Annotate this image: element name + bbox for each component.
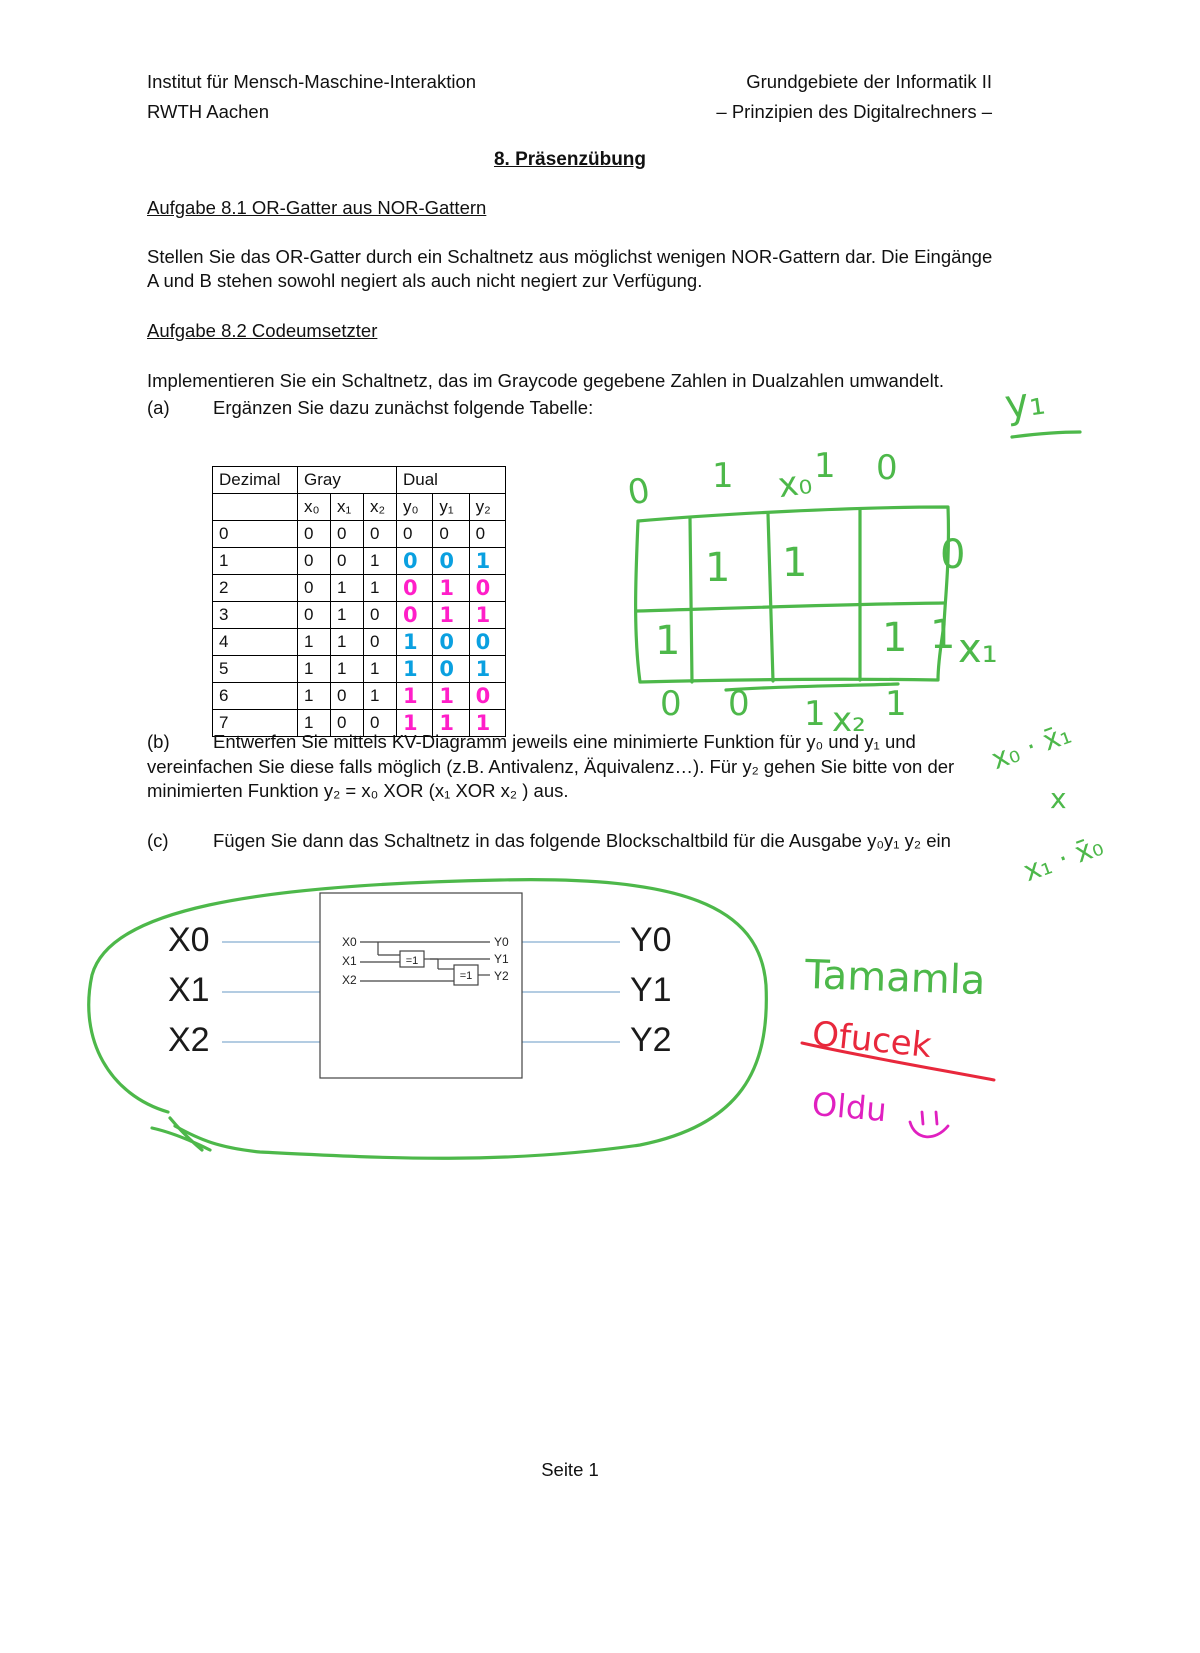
kv-top-label: 1 xyxy=(712,456,734,496)
block-output-label: Y0 xyxy=(630,921,672,959)
table-cell-dual: 0 xyxy=(433,656,469,683)
table-cell-gray: 1 xyxy=(331,575,364,602)
kv-cell: 1 xyxy=(705,545,731,591)
table-cell-dual: 1 xyxy=(397,629,433,656)
task2-intro: Implementieren Sie ein Schaltnetz, das im Graycode gegebene Zahlen in Dualzahlen umwandelt. xyxy=(147,370,944,391)
table-cell-dual: 0 xyxy=(469,629,505,656)
table-cell-gray: 1 xyxy=(364,683,397,710)
kv-top-label: 0 xyxy=(624,470,653,514)
task2-b-line2: vereinfachen Sie diese falls möglich (z.B. Antivalenz, Äquivalenz…). Für y₂ gehen Sie bitte von der xyxy=(147,756,955,777)
kv-top-label: 0 xyxy=(876,448,898,488)
task1-heading: Aufgabe 8.1 OR-Gatter aus NOR-Gattern xyxy=(147,197,487,218)
header-subtitle: – Prinzipien des Digitalrechners – xyxy=(716,101,992,122)
table-cell-gray: 0 xyxy=(331,683,364,710)
task2-b-label: (b) xyxy=(147,731,170,752)
table-cell-decimal: 0 xyxy=(213,521,298,548)
kv-bottom-label: 0 xyxy=(660,684,682,724)
circuit-input-label: X2 xyxy=(342,973,357,987)
table-cell-gray: 0 xyxy=(331,521,364,548)
header-course: Grundgebiete der Informatik II xyxy=(746,71,992,92)
margin-formula-top: x₀ · x̄₁ xyxy=(986,716,1076,777)
table-cell-dual: 0 xyxy=(469,521,505,548)
table-cell-gray: 1 xyxy=(298,629,331,656)
gate-xor-2-label: =1 xyxy=(459,970,473,982)
annotation-pink-word: Oldu xyxy=(810,1084,889,1130)
header-institute: Institut für Mensch-Maschine-Interaktion xyxy=(147,71,477,92)
table-cell-gray: 0 xyxy=(364,602,397,629)
table-cell-gray: 0 xyxy=(364,710,397,737)
kv-cell: 1 xyxy=(930,612,956,658)
table-cell-gray: 1 xyxy=(298,683,331,710)
table-cell-gray: 1 xyxy=(364,548,397,575)
table-cell-dual: 1 xyxy=(433,710,469,737)
page-title: 8. Präsenzübung xyxy=(493,149,647,170)
kv-bottom-label: 1 xyxy=(804,694,826,734)
table-cell-decimal: 5 xyxy=(213,656,298,683)
annotation-crossed-word: Ofucek xyxy=(810,1013,934,1067)
gate-xor-1-label: =1 xyxy=(405,955,419,967)
table-subheader: y₂ xyxy=(469,494,505,521)
task2-b-line3: minimierten Funktion y₂ = x₀ XOR (x₁ XOR x₂ ) aus. xyxy=(147,780,569,801)
table-cell-dual: 1 xyxy=(433,575,469,602)
table-cell-decimal: 7 xyxy=(213,710,298,737)
table-group-header: Gray xyxy=(298,467,397,494)
header-university: RWTH Aachen xyxy=(147,101,270,122)
circuit-output-label: Y1 xyxy=(494,952,509,966)
table-cell-decimal: 2 xyxy=(213,575,298,602)
table-cell-gray: 0 xyxy=(298,548,331,575)
task2-a-text: Ergänzen Sie dazu zunächst folgende Tabelle: xyxy=(213,397,594,418)
margin-formula-bottom: x₁ · x̄₀ xyxy=(1018,828,1108,889)
table-cell-gray: 1 xyxy=(331,656,364,683)
task1-text-line2: A und B stehen sowohl negiert als auch nicht negiert zur Verfügung. xyxy=(147,270,703,291)
table-subheader: y₁ xyxy=(433,494,469,521)
kv-bottom-label: 1 xyxy=(885,684,907,724)
task2-c-text: Fügen Sie dann das Schaltnetz in das folgende Blockschaltbild für die Ausgabe y₀y₁ y₂ ein xyxy=(213,830,951,851)
block-output-label: Y1 xyxy=(630,971,672,1009)
annotation-green-word: Tamamla xyxy=(804,951,987,1005)
table-group-header: Dual xyxy=(397,467,506,494)
table-cell-dual: 1 xyxy=(397,710,433,737)
table-cell-dual: 0 xyxy=(433,548,469,575)
task2-heading: Aufgabe 8.2 Codeumsetzter xyxy=(147,320,378,341)
kv-top-label: x₀ xyxy=(775,461,815,507)
table-cell-gray: 0 xyxy=(331,548,364,575)
table-cell-gray: 1 xyxy=(331,602,364,629)
table-cell-dual: 1 xyxy=(433,602,469,629)
block-input-label: X2 xyxy=(168,1021,210,1059)
table-cell-dual: 0 xyxy=(433,629,469,656)
circuit-input-label: X1 xyxy=(342,954,357,968)
table-cell-decimal: 6 xyxy=(213,683,298,710)
table-cell-dual: 1 xyxy=(397,683,433,710)
circuit-input-label: X0 xyxy=(342,935,357,949)
table-cell-gray: 0 xyxy=(298,575,331,602)
task2-c-label: (c) xyxy=(147,830,169,851)
table-cell-gray: 0 xyxy=(298,602,331,629)
table-cell-dual: 1 xyxy=(469,548,505,575)
table-cell-dual: 1 xyxy=(469,656,505,683)
table-subheader: x₂ xyxy=(364,494,397,521)
task2-a-label: (a) xyxy=(147,397,170,418)
kv-cell: 0 xyxy=(940,532,966,578)
table-cell-gray: 0 xyxy=(298,521,331,548)
table-subheader: x₀ xyxy=(298,494,331,521)
table-cell-gray: 1 xyxy=(298,656,331,683)
kv-bottom-label: 0 xyxy=(728,684,750,724)
block-input-label: X1 xyxy=(168,971,210,1009)
kv-cell: x₁ xyxy=(958,626,998,672)
task1-text-line1: Stellen Sie das OR-Gatter durch ein Schaltnetz aus möglichst wenigen NOR-Gattern dar. Die Eingänge xyxy=(147,246,993,267)
table-cell-dual: 1 xyxy=(433,683,469,710)
footer-page-number: Seite 1 xyxy=(541,1459,599,1480)
circuit-output-label: Y0 xyxy=(494,935,509,949)
table-cell-dual: 0 xyxy=(469,575,505,602)
table-subheader: x₁ xyxy=(331,494,364,521)
kv-bottom-label: x₂ xyxy=(832,700,866,740)
table-cell-gray: 1 xyxy=(364,575,397,602)
table-cell-dual: 0 xyxy=(433,521,469,548)
table-cell-decimal: 1 xyxy=(213,548,298,575)
table-cell-dual: 1 xyxy=(469,602,505,629)
kv-cell: 1 xyxy=(782,540,808,586)
table-cell-dual: 0 xyxy=(397,575,433,602)
table-cell-decimal: 3 xyxy=(213,602,298,629)
table-cell-dual: 0 xyxy=(397,602,433,629)
kv-top-label: 1 xyxy=(814,446,836,486)
block-output-label: Y2 xyxy=(630,1021,672,1059)
table-cell-gray: 0 xyxy=(364,629,397,656)
table-cell-dual: 1 xyxy=(469,710,505,737)
table-cell-dual: 0 xyxy=(397,521,433,548)
block-input-label: X0 xyxy=(168,921,210,959)
table-cell-gray: 1 xyxy=(331,629,364,656)
kv-cell: 1 xyxy=(882,615,908,661)
table-cell-gray: 0 xyxy=(364,521,397,548)
table-cell-dual: 0 xyxy=(397,548,433,575)
note-y1: y₁ xyxy=(1001,377,1048,429)
kv-cell: 1 xyxy=(655,618,681,664)
table-cell-gray: 0 xyxy=(331,710,364,737)
table-cell-gray: 1 xyxy=(298,710,331,737)
circuit-output-label: Y2 xyxy=(494,969,509,983)
table-cell-dual: 1 xyxy=(397,656,433,683)
table-cell-dual: 0 xyxy=(469,683,505,710)
table-subheader: y₀ xyxy=(397,494,433,521)
table-cell-decimal: 4 xyxy=(213,629,298,656)
table-group-header: Dezimal xyxy=(213,467,298,494)
table-cell-gray: 1 xyxy=(364,656,397,683)
task2-b-line1: Entwerfen Sie mittels KV-Diagramm jeweils eine minimierte Funktion für y₀ und y₁ und xyxy=(213,731,916,752)
margin-formula-x: x xyxy=(1050,782,1067,815)
